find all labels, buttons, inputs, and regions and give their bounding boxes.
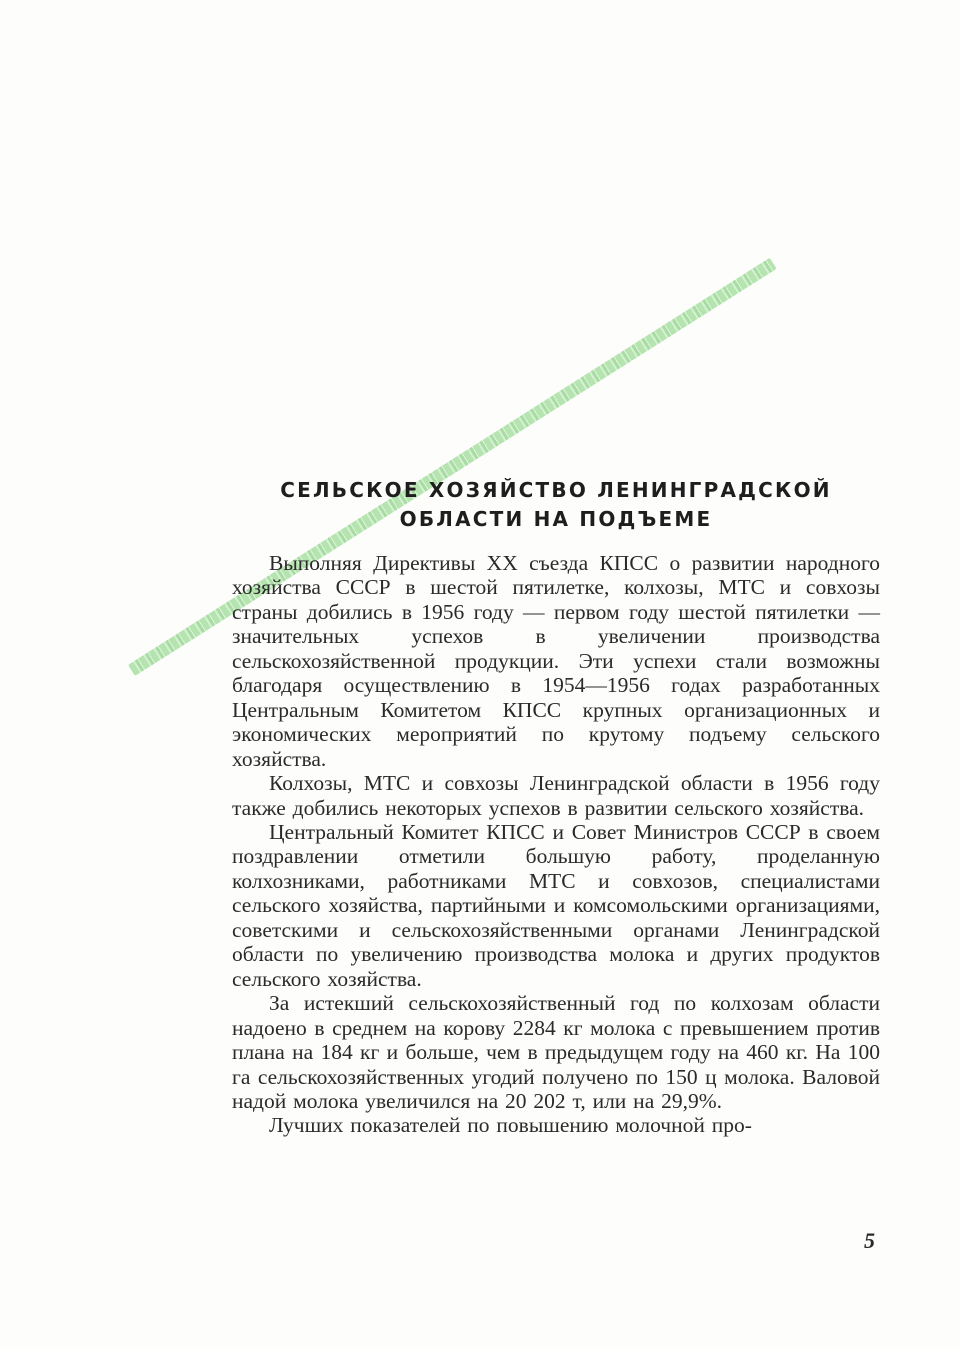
- chapter-title-line-2: ОБЛАСТИ НА ПОДЪЕМЕ: [399, 507, 713, 531]
- body-text: [232, 551, 880, 1138]
- chapter-title-line-1: СЕЛЬСКОЕ ХОЗЯЙСТВО ЛЕНИНГРАДСКОЙ: [280, 478, 832, 502]
- page-number: 5: [864, 1228, 875, 1253]
- paragraph-5: Лучших показателей по повышению молочной про-: [269, 1113, 752, 1138]
- paragraph-3: Центральный Комитет КПСС и Совет Министров СССР в своем поздравлении отметили большую работу, проделанную колхозниками, работниками МТС и совхозов, специалистами сельского хозяйства, партийными и комсомольскими организациями, советскими и сельскохозяйственными органами Ленинградской области по увеличению производства молока и других продуктов сельского хозяйства.: [232, 819, 880, 991]
- paragraph-4: За истекший сельскохозяйственный год по колхозам области надоено в среднем на корову 2284 кг молока с превышением против плана на 184 кг и больше, чем в предыдущем году на 460 кг. На 100 га сельскохозяйственных угодий получено по 150 ц молока. Валовой надой молока увеличился на 20 202 т, или на 29,9%.: [232, 991, 880, 1113]
- paragraph-1: Выполняя Директивы XX съезда КПСС о развитии народного хозяйства СССР в шестой пятилетке, колхозы, МТС и совхозы страны добились в 1956 году — первом году шестой пятилетки — значительных успехов в увеличении производства сельскохозяйственной продукции. Эти успехи стали возможны благодаря осуществлению в 1954—1956 годах разработанных Центральным Комитетом КПСС крупных организационных и экономических мероприятий по крутому подъему сельского хозяйства.: [232, 551, 880, 771]
- chapter-title: [232, 476, 880, 534]
- paragraph-2: Колхозы, МТС и совхозы Ленинградской области в 1956 году также добились некоторых успехов в развитии сельского хозяйства.: [232, 771, 880, 820]
